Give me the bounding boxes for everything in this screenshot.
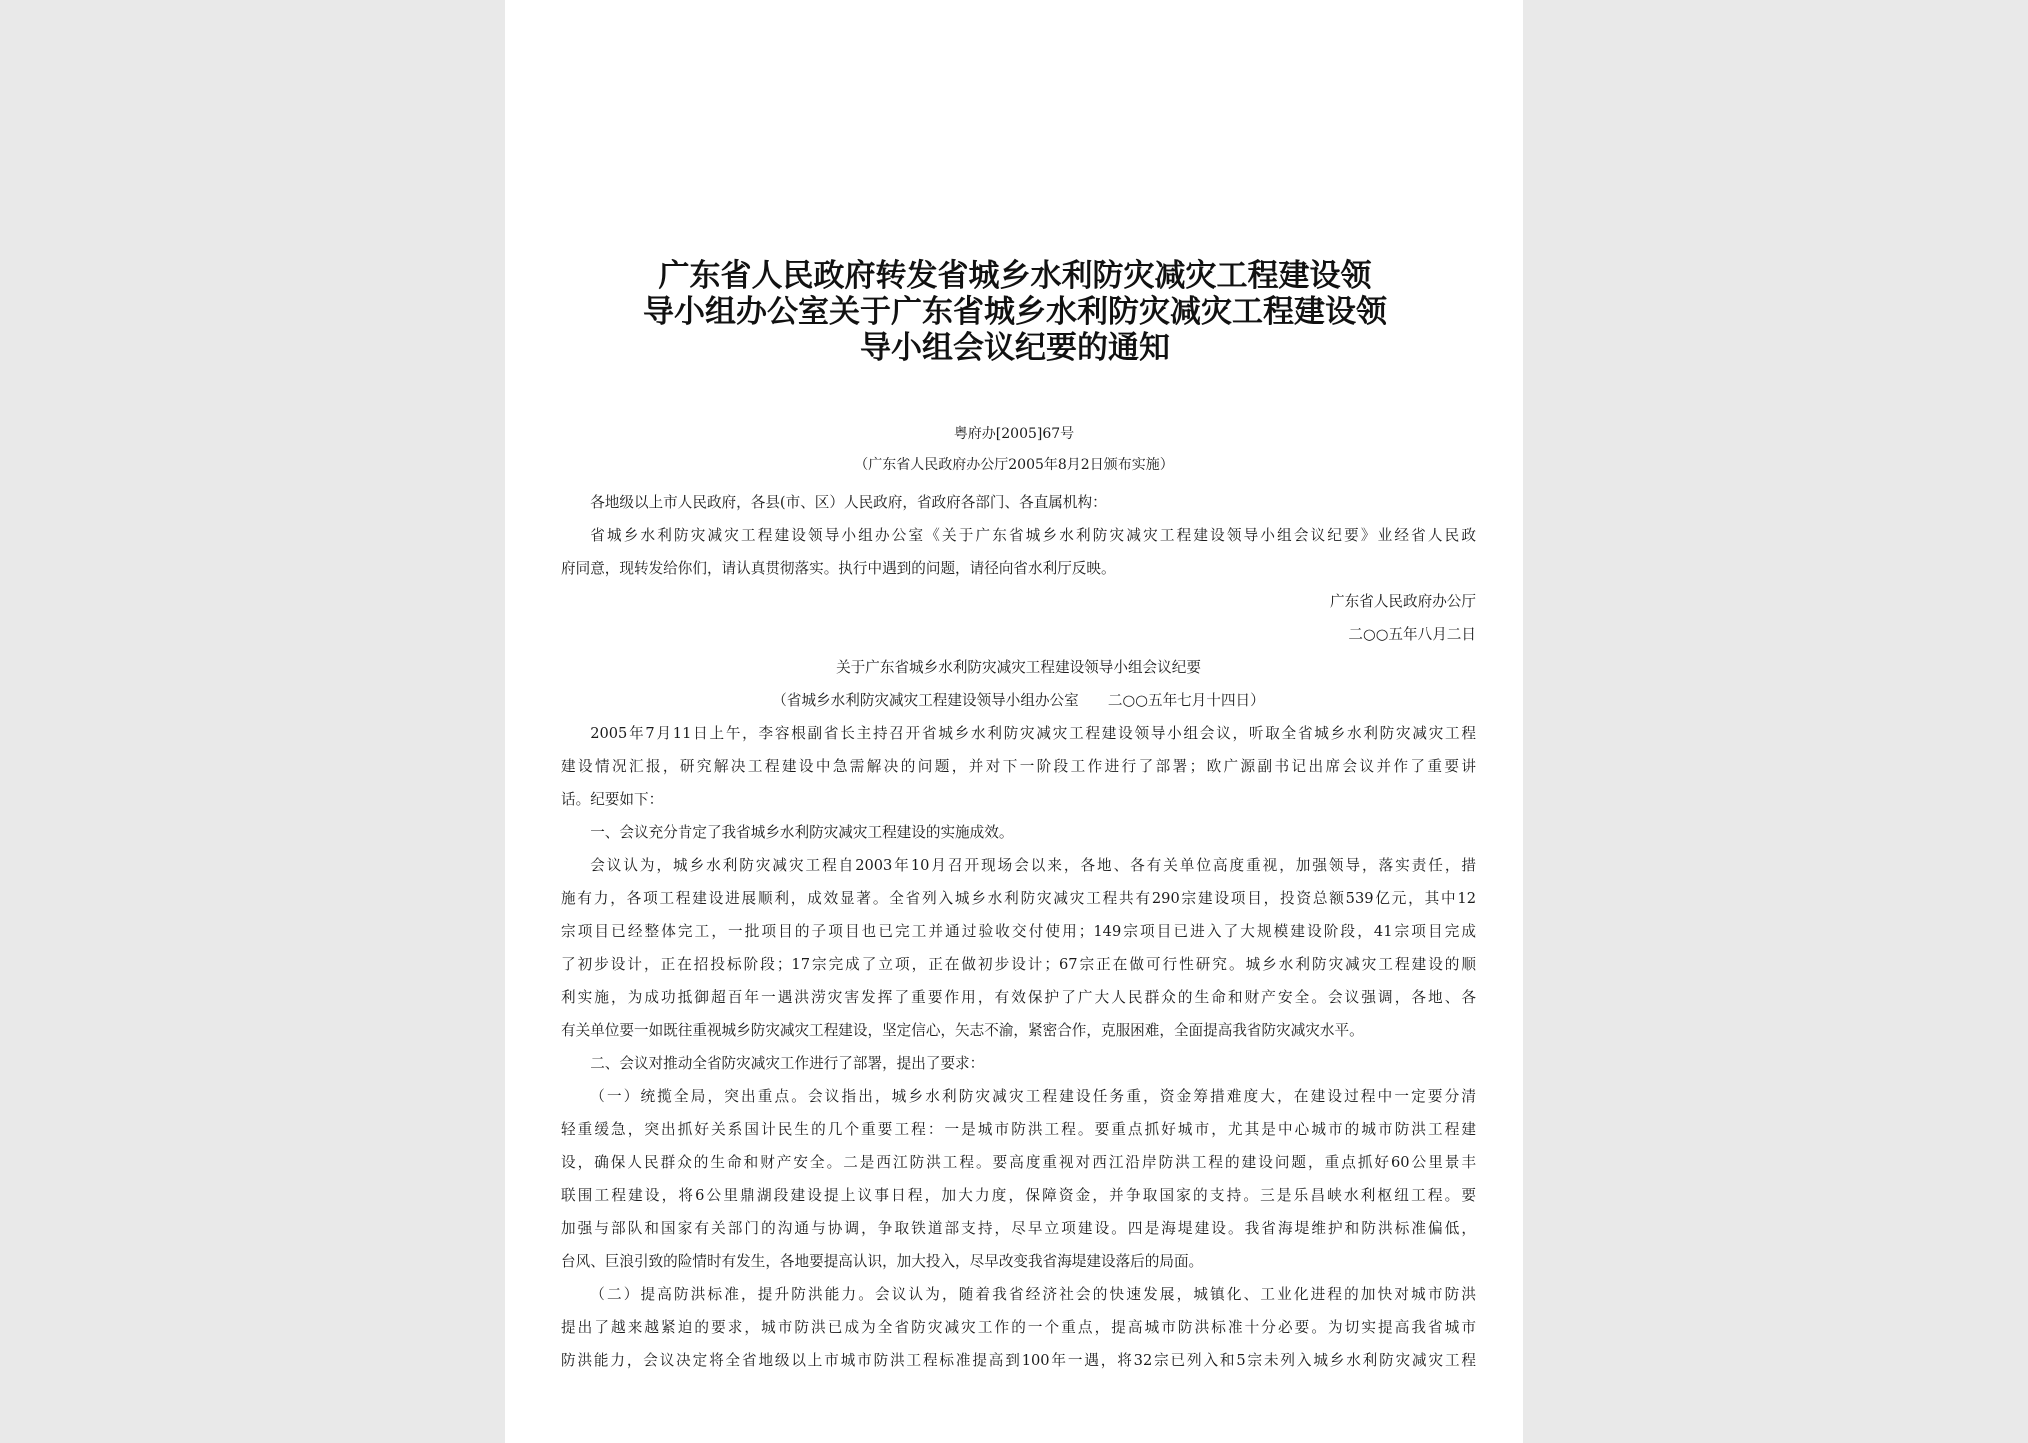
paragraph-line: 联围工程建设，将6公里鼎湖段建设提上议事日程，加大力度，保障资金，并争取国家的支持。三是乐昌峡水利枢纽工程。要 xyxy=(561,1187,1476,1204)
intro-line: 话。纪要如下： xyxy=(561,791,664,808)
section-heading: 二、会议对推动全省防灾减灾工作进行了部署，提出了要求： xyxy=(590,1055,985,1072)
intro-line: 建设情况汇报，研究解决工程建设中急需解决的问题，并对下一阶段工作进行了部署；欧广源副书记出席会议并作了重要讲 xyxy=(561,758,1476,775)
document-body xyxy=(561,486,1476,1377)
paragraph-line: 了初步设计，正在招投标阶段；17宗完成了立项，正在做初步设计；67宗正在做可行性研究。城乡水利防灾减灾工程建设的顺 xyxy=(561,956,1476,973)
paragraph-line: 会议认为，城乡水利防灾减灾工程自2003年10月召开现场会以来，各地、各有关单位高度重视，加强领导，落实责任，措 xyxy=(590,857,1476,874)
transmit-line: 省城乡水利防灾减灾工程建设领导小组办公室《关于广东省城乡水利防灾减灾工程建设领导小组会议纪要》业经省人民政 xyxy=(590,527,1476,544)
intro-line: 2005年7月11日上午，李容根副省长主持召开省城乡水利防灾减灾工程建设领导小组会议，听取全省城乡水利防灾减灾工程 xyxy=(590,725,1476,742)
paragraph-line: 轻重缓急，突出抓好关系国计民生的几个重要工程：一是城市防洪工程。要重点抓好城市，尤其是中心城市的城市防洪工程建 xyxy=(561,1121,1476,1138)
minutes-title: 关于广东省城乡水利防灾减灾工程建设领导小组会议纪要 xyxy=(836,659,1201,676)
paragraph-line: 台风、巨浪引致的险情时有发生，各地要提高认识，加大投入，尽早改变我省海堤建设落后的局面。 xyxy=(561,1253,1204,1270)
document-page xyxy=(505,0,1523,1443)
paragraph-line: 提出了越来越紧迫的要求，城市防洪已成为全省防灾减灾工作的一个重点，提高城市防洪标准十分必要。为切实提高我省城市 xyxy=(561,1319,1476,1336)
paragraph-line: 利实施，为成功抵御超百年一遇洪涝灾害发挥了重要作用，有效保护了广大人民群众的生命和财产安全。会议强调，各地、各 xyxy=(561,989,1476,1006)
paragraph-line: （二）提高防洪标准，提升防洪能力。会议认为，随着我省经济社会的快速发展，城镇化、工业化进程的加快对城市防洪 xyxy=(590,1286,1476,1303)
section-heading: 一、会议充分肯定了我省城乡水利防灾减灾工程建设的实施成效。 xyxy=(590,824,1014,841)
paragraph-line: 有关单位要一如既往重视城乡防灾减灾工程建设，坚定信心，矢志不渝，紧密合作，克服困难，全面提高我省防灾减灾水平。 xyxy=(561,1022,1364,1039)
document-title xyxy=(560,258,1470,366)
paragraph-line: 设，确保人民群众的生命和财产安全。二是西江防洪工程。要高度重视对西江沿岸防洪工程的建设问题，重点抓好60公里景丰 xyxy=(561,1154,1476,1171)
paragraph-line: 宗项目已经整体完工，一批项目的子项目也已完工并通过验收交付使用；149宗项目已进入了大规模建设阶段，41宗项目完成 xyxy=(561,923,1476,940)
document-number: 粤府办[2005]67号 xyxy=(953,426,1075,442)
issue-date: 二○○五年八月二日 xyxy=(1348,626,1476,643)
paragraph-line: 防洪能力，会议决定将全省地级以上市城市防洪工程标准提高到100年一遇，将32宗已列入和5宗未列入城乡水利防灾减灾工程 xyxy=(561,1352,1476,1369)
issue-note: （广东省人民政府办公厅2005年8月2日颁布实施） xyxy=(854,457,1174,473)
issuer: 广东省人民政府办公厅 xyxy=(1330,593,1476,610)
paragraph-line: 施有力，各项工程建设进展顺利，成效显著。全省列入城乡水利防灾减灾工程共有290宗建设项目，投资总额539亿元，其中12 xyxy=(561,890,1476,907)
title-line: 导小组办公室关于广东省城乡水利防灾减灾工程建设领 xyxy=(643,294,1387,330)
minutes-subtitle: （省城乡水利防灾减灾工程建设领导小组办公室 二○○五年七月十四日） xyxy=(772,692,1265,709)
title-line: 导小组会议纪要的通知 xyxy=(860,330,1170,366)
paragraph-line: （一）统揽全局，突出重点。会议指出，城乡水利防灾减灾工程建设任务重，资金筹措难度大，在建设过程中一定要分清 xyxy=(590,1088,1476,1105)
transmit-line: 府同意，现转发给你们，请认真贯彻落实。执行中遇到的问题，请径向省水利厅反映。 xyxy=(561,560,1116,577)
title-line: 广东省人民政府转发省城乡水利防灾减灾工程建设领 xyxy=(658,258,1372,294)
salutation: 各地级以上市人民政府，各县(市、区）人民政府，省政府各部门、各直属机构： xyxy=(590,494,1107,511)
paragraph-line: 加强与部队和国家有关部门的沟通与协调，争取铁道部支持，尽早立项建设。四是海堤建设。我省海堤维护和防洪标准偏低， xyxy=(561,1220,1476,1237)
